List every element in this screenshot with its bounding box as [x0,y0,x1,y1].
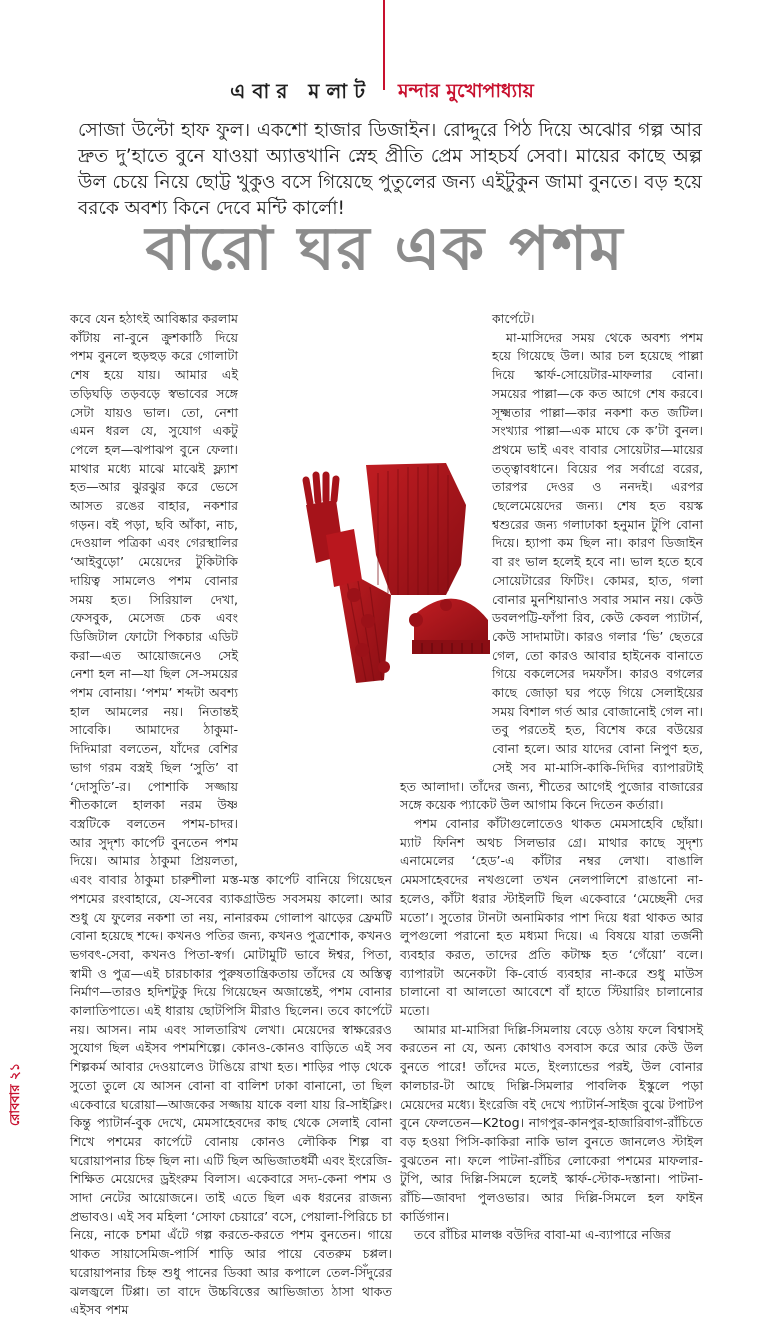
gloves-shape [306,475,362,587]
right-paragraph-3: পশম বোনার কাঁটাগুলোতেও থাকত মেমসাহেবি ছোঁয়া। ম্যাট ফিনিশ অথচ সিলভার গ্রে। মাথার কাছে সুদৃশ্য এনামেলের ‘হেড’-এ কাঁটার নম্বর লেখা। বাঙালি মেমসাহেবদের নখগুলো তখন নেলপালিশে রাঙানো না-হলেও, কাঁটা ধরার স্টাইলটি ছিল একেবারে ‘মেচ্ছেনী দের মতো’। সুতোর টানটা অনামিকার পাশ দিয়ে ধরা থাকত আর লুপগুলো পরানো হত মধ্যমা দিয়ে। এ বিষয়ে যারা তর্জনী ব্যবহার করত, তাদের প্রতি কটাক্ষ হত ‘গেঁয়ো’ বলে। ব্যাপারটা অনেকটা কি-বোর্ড ব্যবহার না-করে শুধু মাউস চালানো বা আলতো আবেশে বাঁ হাতে স্টিয়ারিং চালানোর মতো। [400,815,703,1019]
article-header [0,76,770,106]
author-name: মন্দার মুখোপাধ্যায় [398,80,534,102]
right-paragraph-4: আমার মা-মাসিরা দিল্লি-সিমলায় বেড়ে ওঠায় ফলে বিশ্বাসই করতেন না যে, অন্য কোথাও বসবাস করে আর কেউ উল বুনতে পারে! তাঁদের মতে, ইংল্যান্ডের পরই, উল বোনার কালচার-টা আছে দিল্লি-সিমলার পাবলিক ইস্কুলে পড়া মেয়েদের মধ্যে। ইংরেজি বই দেখে প্যাটার্ন-সাইজ বুঝে টপাটপ বুনে ফেলতেন—K2tog। নাগপুর-কানপুর-হাজারিবাগ-রাঁচিতে বড় হওয়া পিসি-কাকিরা নাকি ভাল বুনতে জানলেও স্টাইল বুঝতেন না। ফলে পাটনা-রাঁচির লোকেরা পশমের মাফলার-টুপি, আর দিল্লি-সিমলে হলেই স্কার্ফ-স্টোক-দস্তানা। পাটনা-রাঁচি—জাবদা পুলওভার। আর দিল্লি-সিমলে হল ফাইন কার্ডিগান। [400,1021,703,1224]
series-title: এবার মলাট [230,79,372,103]
page-label: রোববার ২১ [8,1062,23,1126]
article-title: বারো ঘর এক পশম [145,214,625,284]
right-paragraph-1: কার্পেটে। [492,311,535,326]
knitwear-photo [296,445,494,695]
right-paragraph-2: মা-মাসিদের সময় থেকে অবশ্য পশম হয়ে গিয়েছে উল। আর চল হয়েছে পাল্লা দিয়ে স্কার্ফ-সোয়েটার-মাফলার বোনা। সময়ের পাল্লা—কে কত আগে শেষ করবে। সূক্ষ্মতার পাল্লা—কার নকশা কত জটিল। সংখ্যার পাল্লা—এক মাঘে কে ক’টা বুনল। প্রথমে ভাই এবং বাবার সোয়েটার—মায়ের তত্ত্বাবধানে। বিয়ের পর সর্বাগ্রে বরের, তারপর দেওর ও ননদই। এরপর ছেলেমেয়েদের জন্য। শেষ হত বয়স্ক শ্বশুরের জন্য গলাঢাকা হনুমান টুপি বোনা দিয়ে। হ্যাপা কম ছিল না। কারণ ডিজাইন বা রং ভাল হলেই হবে না। ভাল হতে হবে সোয়েটারের ফিটিং। কোমর, হাত, গলা বোনার মুনশিয়ানাও সবার সমান নয়। কেউ ডবলপট্টি-ফাঁপা রিব, কেউ কেবল প্যাটার্ন, কেউ সাদামাটা। কারও গলার ‘ভি’ ছেতরে গেল, তো কারও আবার হাইনেক বানাতে গিয়ে বকলেসের দমফাঁস। কারও বগলের কাছে জোড়া ঘর পড়ে গিয়ে সেলাইয়ের সময় বিশাল গর্ত আর বোজানোই গেল না। তবু পরতেই হত, বিশেষ করে বউয়ের বোনা হলে। আর যাদের বোনা নিপুণ হত, সেই সব মা-মাসি-কাকি-দিদির ব্যাপারটাই হত আলাদা। তাঁদের জন্য, শীতের আগেই পুজোর বাজারের সঙ্গে কয়েক প্যাকেট উল আগাম কিনে দিতেন কর্তারা। [400,329,703,813]
page-footer [6,1016,22,1126]
intro-paragraph: সোজা উল্টো হাফ ফুল। একশো হাজার ডিজাইন। রোদ্দুরে পিঠ দিয়ে অঝোর গল্প আর দ্রুত দু’হাতে বুনে যাওয়া অ্যাত্তখানি স্নেহ প্রীতি প্রেম সাহচর্য সেবা। মায়ের কাছে অল্প উল চেয়ে নিয়ে ছোট্ট খুকুও বসে গিয়েছে পুতুলের জন্য এইটুকুন জামা বুনতে। বড় হয়ে বরকে অবশ্য কিনে দেবে মন্টি কার্লো! [78,120,702,219]
left-paragraph-1: কবে যেন হঠাৎই আবিষ্কার করলাম কাঁটায় না-বুনে ক্রুশকাঠি দিয়ে পশম বুনলে হুড়হুড় করে গোলাটা শেষ হয়ে যায়। আমার এই তড়িঘড়ি তড়বড়ে স্বভাবের সঙ্গে সেটা যায়ও ভাল। তো, নেশা এমন ধরল যে, সুযোগ একটু পেলে হল—ঝপাঝপ বুনে ফেলা। মাথার মধ্যে মাঝে মাঝেই ফ্ল্যাশ হত—আর ঝুরঝুর করে ভেসে আসত রঙের বাহার, নকশার গড়ন। বই পড়া, ছবি আঁকা, নাচ, দেওয়াল পত্রিকা এবং গেরস্থালির ‘আইবুড়ো’ মেয়েদের টুকিটাকি দায়িত্ব সামলেও পশম বোনার সময় হত। সিরিয়াল দেখা, ফেসবুক, মেসেজ চেক এবং ডিজিটাল ফোটো পিকচার এডিট করা—এত আয়োজনেও সেই নেশা হল না—যা ছিল সে-সময়ের পশম বোনায়। ‘পশম’ শব্দটা অবশ্য হাল আমলের নয়। নিতান্তই সাবেকি। আমাদের ঠাকুমা-দিদিমারা বলতেন, যাঁদের বেশির ভাগ গরম বস্ত্রই ছিল ‘সুতি’ বা ‘দোসুতি’-র। পোশাকি সজ্জায় শীতকালে হালকা নরম উষ্ণ বস্ত্রটিকে বলতেন পশম-চাদর। আর সুদৃশ্য কার্পেট বুনতেন পশম দিয়ে। আমার ঠাকুমা প্রিয়লতা, এবং বাবার ঠাকুমা চারুশীলা মস্ত-মস্ত কার্পেট বানিয়ে গিয়েছেন পশমের রংবাহারে, যে-সবের ব্যাকগ্রাউন্ড সবসময় কালো। আর শুধু যে ফুলের নকশা তা নয়, নানারকম গোলাপ ঝাড়ের ফ্রেমটি বোনা হয়েছে শব্দে। কখনও পতির জন্য, কখনও পুত্রশোক, কখনও ভগবৎ-সেবা, কখনও পিতা-স্বর্গ। মোটামুটি ভাবে ঈশ্বর, পিতা, স্বামী ও পুত্র—এই চারচাকার পুরুষতান্ত্রিকতায় তাঁদের যে অস্তিত্ব নির্মাণ—তারও হদিশটুকু দিয়ে গিয়েছেন অজান্তেই, পশম বোনার কালাতিপাতে। এই ধারায় ছোটপিসি মীরাও ছিলেন। তবে কার্পেটে নয়। আসন। নাম এবং সালতারিখ লেখা। মেয়েদের স্বাক্ষরেরও সুযোগ ছিল এইসব পশমশিল্পে। কোনও-কোনও বাড়িতে এই সব শিল্পকর্ম আবার দেওয়ালেও টাঙিয়ে রাখা হত। শাড়ির পাড় থেকে সুতো তুলে যে আসন বোনা বা বালিশ ঢাকা বানানো, তা ছিল একেবারে ঘরোয়া—আজকের সজ্জায় যাকে বলা যায় রি-সাইক্লিং। কিন্তু প্যাটার্ন-বুক দেখে, মেমসাহেবদের কাছ থেকে সেলাই বোনা শিখে পশমের কার্পেটে বোনায় কোনও লৌকিক শিল্প বা ঘরোয়াপনার চিহ্ন ছিল না। এটি ছিল অভিজাতধর্মী এবং ইংরেজি-শিক্ষিত মেয়েদের ড্রইংরুম বিলাস। একেবারে সদ্য-কেনা পশম ও সাদা নেটের আয়োজনে। তাই এতে ছিল এক ধরনের রাজন্য প্রভাবও। এই সব মহিলা ‘সোফা চেয়ারে’ বসে, পেয়ালা-পিরিচে চা নিয়ে, নাকে চশমা এঁটে গল্প করতে-করতে পশম বুনতেন। গায়ে থাকত সায়াসেমিজ-পার্সি শাড়ি আর পায়ে বেতরুম চপ্পল। ঘরোয়াপনার চিহ্ন শুধু পানের ডিব্বা আর কপালে তেল-সিঁদুরের ঝলজ্বলে টিপ্পা। তা বাদে উচ্চবিত্তের আভিজাত্য ঠাসা থাকত এইসব পশম [70,311,392,1318]
right-paragraph-5: তবে রাঁচির মালঞ্চ বউদির বাবা-মা এ-ব্যাপারে নজির [414,1227,671,1243]
